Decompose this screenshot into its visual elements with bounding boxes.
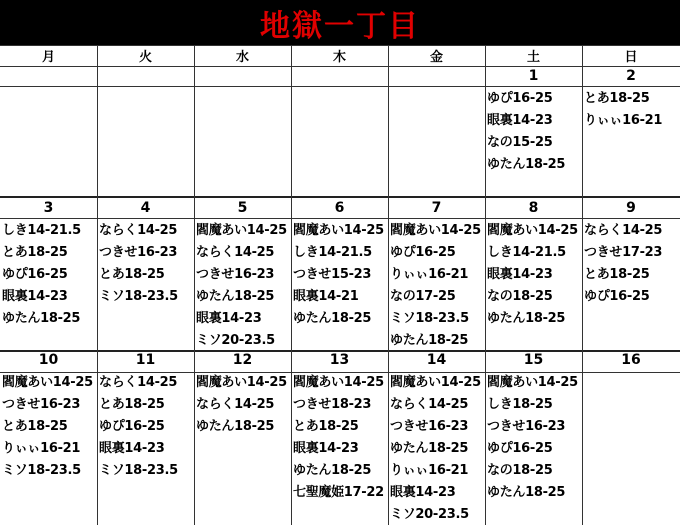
shift-entry: とあ18-25 bbox=[2, 419, 68, 434]
shift-entry: ミソ18-23.5 bbox=[390, 311, 469, 326]
shift-entry: 閻魔あい14-25 bbox=[390, 375, 481, 390]
title-bar bbox=[0, 0, 680, 45]
day-number: 9 bbox=[626, 200, 636, 216]
shift-entry: 眼裏14-23 bbox=[487, 113, 553, 128]
grid-line bbox=[582, 45, 583, 525]
shift-entry: ミソ18-23.5 bbox=[99, 289, 178, 304]
shift-entry: ゆたん18-25 bbox=[487, 485, 566, 500]
shift-entry: 七聖魔姫17-22 bbox=[293, 485, 384, 500]
day-number bbox=[388, 66, 485, 86]
day-number: 5 bbox=[237, 200, 248, 216]
shift-entry: ゆたん18-25 bbox=[196, 289, 275, 304]
grid-line bbox=[0, 86, 680, 87]
shift-entry: ゆたん18-25 bbox=[293, 463, 372, 478]
day-number bbox=[291, 66, 388, 86]
shift-entry: とあ18-25 bbox=[584, 91, 650, 106]
shift-entry: ゆぴ16-25 bbox=[2, 267, 68, 282]
shift-entry: 閻魔あい14-25 bbox=[196, 375, 287, 390]
weekday-header: 火 bbox=[138, 50, 152, 65]
day-number: 3 bbox=[43, 200, 54, 216]
shift-entry: ならく14-25 bbox=[99, 223, 178, 238]
shift-entry: しき14-21.5 bbox=[293, 245, 372, 260]
shift-entry: 閻魔あい14-25 bbox=[2, 375, 93, 390]
day-number bbox=[0, 66, 97, 86]
shift-entry: ゆたん18-25 bbox=[390, 441, 469, 456]
shift-entry: 閻魔あい14-25 bbox=[487, 223, 578, 238]
shift-entry: つきせ15-23 bbox=[293, 267, 372, 282]
shift-entry: 眼裏14-23 bbox=[390, 485, 456, 500]
shift-entry: とあ18-25 bbox=[99, 267, 165, 282]
shift-entry: なの18-25 bbox=[487, 289, 553, 304]
day-number: 10 bbox=[38, 352, 59, 368]
day-number: 8 bbox=[528, 200, 539, 216]
shift-entry: 眼裏14-21 bbox=[293, 289, 359, 304]
weekday-header: 木 bbox=[332, 50, 346, 65]
calendar-title: 地獄一丁目 bbox=[260, 8, 420, 44]
shift-entry: つきせ17-23 bbox=[584, 245, 663, 260]
grid-line bbox=[97, 45, 98, 525]
shift-entry: 閻魔あい14-25 bbox=[487, 375, 578, 390]
shift-entry: 閻魔あい14-25 bbox=[293, 375, 384, 390]
shift-entry: ゆたん18-25 bbox=[293, 311, 372, 326]
shift-entry: しき18-25 bbox=[487, 397, 553, 412]
day-number: 16 bbox=[621, 352, 641, 368]
day-number: 1 bbox=[528, 68, 539, 84]
day-number: 13 bbox=[329, 352, 350, 368]
grid-line bbox=[291, 45, 292, 525]
shift-entry: りぃぃ16-21 bbox=[2, 441, 81, 456]
shift-entry: 眼裏14-23 bbox=[99, 441, 165, 456]
shift-entry: つきせ16-23 bbox=[196, 267, 275, 282]
grid-line bbox=[485, 45, 486, 525]
shift-entry: ゆぴ16-25 bbox=[390, 245, 456, 260]
shift-entry: 眼裏14-23 bbox=[196, 311, 262, 326]
shift-entry: ゆぴ16-25 bbox=[487, 441, 553, 456]
day-number: 2 bbox=[626, 68, 636, 84]
day-number: 7 bbox=[431, 200, 442, 216]
shift-entry: ゆぴ16-25 bbox=[584, 289, 650, 304]
shift-entry: なの17-25 bbox=[390, 289, 456, 304]
shift-entry: ミソ18-23.5 bbox=[2, 463, 81, 478]
weekday-header: 日 bbox=[624, 50, 638, 65]
day-number bbox=[194, 66, 291, 86]
shift-entry: なの18-25 bbox=[487, 463, 553, 478]
shift-entry: ゆぴ16-25 bbox=[487, 91, 553, 106]
day-number: 11 bbox=[135, 352, 156, 368]
shift-entry: ゆたん18-25 bbox=[196, 419, 275, 434]
shift-entry: とあ18-25 bbox=[99, 397, 165, 412]
shift-entry: しき14-21.5 bbox=[487, 245, 566, 260]
shift-entry: とあ18-25 bbox=[2, 245, 68, 260]
shift-entry: ゆたん18-25 bbox=[390, 333, 469, 348]
shift-entry: つきせ16-23 bbox=[390, 419, 469, 434]
shift-entry: ならく14-25 bbox=[99, 375, 178, 390]
shift-entry: 閻魔あい14-25 bbox=[390, 223, 481, 238]
shift-entry: 眼裏14-23 bbox=[487, 267, 553, 282]
shift-entry: つきせ16-23 bbox=[99, 245, 178, 260]
shift-entry: ゆたん18-25 bbox=[2, 311, 81, 326]
shift-entry: ならく14-25 bbox=[196, 397, 275, 412]
grid-line bbox=[0, 45, 680, 46]
grid-line bbox=[388, 45, 389, 525]
shift-entry: つきせ16-23 bbox=[2, 397, 81, 412]
shift-entry: りぃぃ16-21 bbox=[584, 113, 663, 128]
shift-entry: ゆたん18-25 bbox=[487, 311, 566, 326]
shift-entry: ゆたん18-25 bbox=[487, 157, 566, 172]
weekday-header: 月 bbox=[41, 50, 55, 65]
shift-entry: ミソ18-23.5 bbox=[99, 463, 178, 478]
shift-entry: りぃぃ16-21 bbox=[390, 267, 469, 282]
shift-entry: ゆぴ16-25 bbox=[99, 419, 165, 434]
shift-entry: りぃぃ16-21 bbox=[390, 463, 469, 478]
grid-line bbox=[0, 218, 680, 219]
shift-entry: 眼裏14-23 bbox=[293, 441, 359, 456]
shift-entry: ならく14-25 bbox=[390, 397, 469, 412]
weekday-header: 水 bbox=[235, 50, 249, 65]
shift-entry: ならく14-25 bbox=[196, 245, 275, 260]
weekday-header: 金 bbox=[429, 50, 443, 65]
day-number: 12 bbox=[232, 352, 253, 368]
shift-entry: 閻魔あい14-25 bbox=[293, 223, 384, 238]
weekday-header: 土 bbox=[526, 50, 540, 65]
day-number bbox=[97, 66, 194, 86]
shift-entry: 閻魔あい14-25 bbox=[196, 223, 287, 238]
day-number: 6 bbox=[334, 200, 345, 216]
shift-entry: とあ18-25 bbox=[584, 267, 650, 282]
shift-entry: ならく14-25 bbox=[584, 223, 663, 238]
shift-entry: なの15-25 bbox=[487, 135, 553, 150]
day-number: 4 bbox=[140, 200, 151, 216]
shift-entry: 眼裏14-23 bbox=[2, 289, 68, 304]
day-number: 15 bbox=[523, 352, 544, 368]
shift-entry: ミソ20-23.5 bbox=[390, 507, 469, 522]
shift-entry: しき14-21.5 bbox=[2, 223, 81, 238]
shift-entry: つきせ16-23 bbox=[487, 419, 566, 434]
shift-entry: つきせ18-23 bbox=[293, 397, 372, 412]
grid-line bbox=[194, 45, 195, 525]
day-number: 14 bbox=[426, 352, 447, 368]
shift-entry: とあ18-25 bbox=[293, 419, 359, 434]
shift-entry: ミソ20-23.5 bbox=[196, 333, 275, 348]
